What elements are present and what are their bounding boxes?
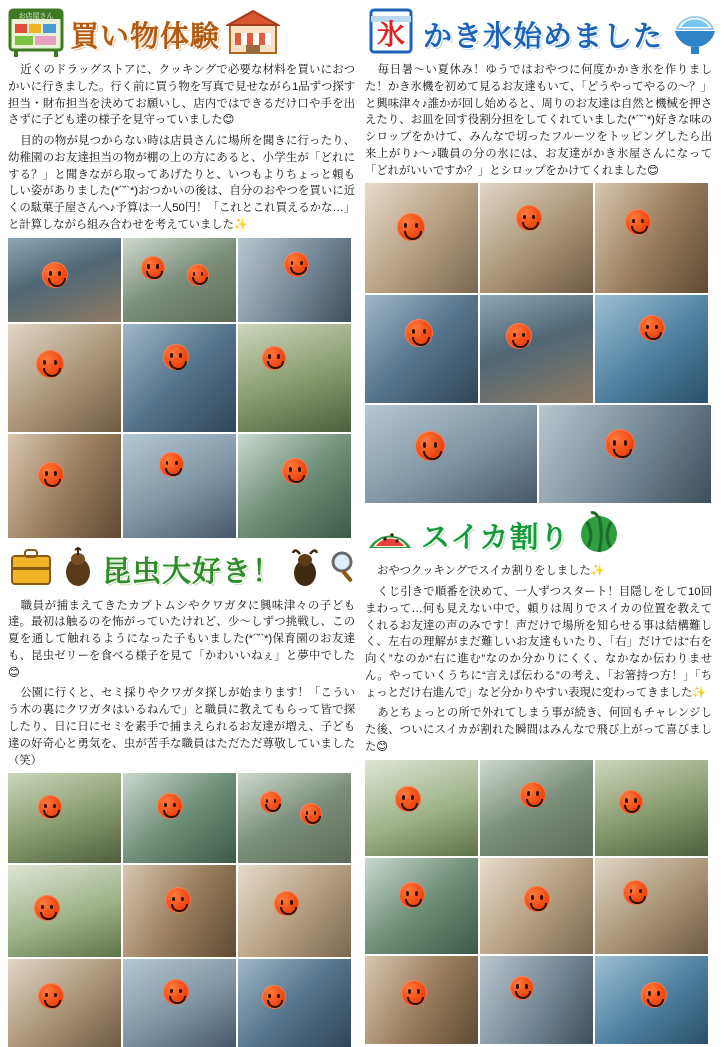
photo [595, 760, 708, 856]
section-watermelon-paragraph-3 [365, 705, 712, 755]
section-insects-title: 昆虫大好き！ [102, 556, 283, 589]
section-watermelon-paragraph-2 [365, 584, 712, 701]
section-insects-header [8, 542, 355, 598]
text: 毎日暑〜い夏休み！ゆうではおやつに何度かかき氷を作りました！かき氷機を初めて見るお友達もいて、「どうやってやるの〜？」と興味津々♪誰かが回し始めると、周りのお友達は自然と機械を押さえたり、お皿を回す役割分担をしてくれていました(*´˘`*)好きな味のシロップをかけて、みんなで切ったフルーツをトッピングしたら出来上がり♪〜♪職員の分の氷には、お友達がかき氷屋さんになって「どれがいいですか？」とシロップをかけてくれました😊 [365, 64, 712, 177]
photo [123, 773, 236, 863]
section-shopping-paragraph-2 [8, 133, 355, 234]
section-shaved-ice-paragraph-1 [365, 62, 712, 179]
shopping-cart-sign-icon [8, 6, 64, 63]
photo [238, 773, 351, 863]
watermelon-whole-icon [576, 510, 622, 561]
section-shaved-ice [365, 6, 712, 503]
photo [123, 865, 236, 957]
text: おやつクッキングでスイカ割りをしました✨ [377, 565, 605, 578]
svg-text:氷: 氷 [376, 17, 406, 51]
photo [480, 295, 593, 403]
photo [123, 238, 236, 322]
watermelon-slice-icon [365, 510, 415, 561]
right-column [365, 6, 712, 1018]
photo [539, 405, 711, 503]
section-watermelon-paragraph-1 [365, 563, 712, 580]
photo [365, 295, 478, 403]
photo [8, 773, 121, 863]
section-watermelon-title: スイカ割り [421, 521, 570, 554]
section-shopping [8, 6, 355, 538]
insect-case-icon [8, 544, 54, 595]
photo [595, 956, 708, 1044]
left-column [8, 6, 355, 1018]
photo [8, 959, 121, 1047]
section-shopping-header [8, 6, 355, 62]
photo [365, 405, 537, 503]
svg-text:お店屋さん: お店屋さん [18, 11, 54, 20]
shaved-ice-bowl-icon [669, 7, 721, 62]
section-shaved-ice-title: かき氷始めました [423, 20, 664, 53]
section-insects [8, 542, 355, 1047]
text: あとちょっとの所で外れてしまう事が続き、何回もチャレンジした後、ついにスイカが割れた瞬間はみんなで飛び上がって喜びました😊 [365, 707, 712, 754]
section-shopping-title: 買い物体験 [70, 20, 221, 53]
section-watermelon [365, 507, 712, 1043]
text: 近くのドラッグストアに、クッキングで必要な材料を買いにおつかいに行きました。行く前に買う物を写真で見せながら1品ずつ探す担当・財布担当を決めてお願いし、店内ではできるだけ口や手を出さずに子ども達の様子を見守っていました😊 [8, 64, 355, 127]
two-column-layout [8, 6, 716, 1018]
text: くじ引きで順番を決めて、一人ずつスタート！目隠しをして10回まわって…何も見えない中で、頼りは周りでスイカの位置を教えてくれるお友達の声のみです！声だけで場所を知らせる事は結構難しく、左右の理解がまだ難しいお友達もいたり、「右」だけでは“右を向く”なのか“右に進む”なのか分かりにくく、なかなか伝わりません。やっていくうちに“言えば伝わる”の考え、「お箸持つ方！」「ちょっとだけ右進んで」など分かりやすい表現に変わってきました✨ [365, 586, 712, 699]
photo-grid-insects [8, 773, 355, 1047]
photo [8, 238, 121, 322]
store-icon [226, 7, 280, 62]
photo [595, 295, 708, 403]
photo [238, 238, 351, 322]
photo [238, 324, 351, 432]
photo [365, 858, 478, 954]
section-shaved-ice-header [365, 6, 712, 62]
photo [238, 865, 351, 957]
photo [123, 434, 236, 538]
section-insects-paragraph-2 [8, 685, 355, 769]
photo [365, 956, 478, 1044]
photo [595, 858, 708, 954]
photo [238, 959, 351, 1047]
photo [365, 183, 478, 293]
photo [595, 183, 708, 293]
section-watermelon-header [365, 507, 712, 563]
photo [238, 434, 351, 538]
beetle-icon [60, 546, 96, 593]
photo [480, 183, 593, 293]
section-shopping-paragraph-1 [8, 62, 355, 129]
photo-grid-shopping [8, 238, 355, 538]
ice-kanji-flag-icon [365, 6, 417, 63]
photo [480, 858, 593, 954]
photo-grid-shaved-ice [365, 183, 712, 503]
text: 公園に行くと、セミ採りやクワガタ探しが始まります！「こういう木の裏にクワガタはいるねんで」と職員に教えてもらって皆で探したり、日に日にセミを素手で捕まえられるお友達が増え、子ども達の好奇心と勇気を、虫が苦手な職員はただただ尊敬していました（笑） [8, 687, 355, 767]
photo [480, 760, 593, 856]
photo [8, 324, 121, 432]
photo [365, 760, 478, 856]
stag-beetle-icon [288, 546, 322, 593]
photo [123, 324, 236, 432]
photo [8, 434, 121, 538]
text: 職員が捕まえてきたカブトムシやクワガタに興味津々の子ども達。最初は触るのを怖がっていたけれど、少〜しずつ挑戦し、この夏を通して触れるようになった子もいました(*´˘`*)保育園のお友達も、昆虫ゼリーを食べる様子を見て「かわいいねぇ」と夢中でした😊 [8, 599, 355, 679]
magnifier-icon [328, 548, 358, 591]
photo [123, 959, 236, 1047]
section-insects-paragraph-1 [8, 598, 355, 682]
text: 目的の物が見つからない時は店員さんに場所を聞きに行ったり、幼稚園のお友達担当の物が棚の上の方にあると、小学生が「どれにする？」と聞きながら取ってあげたりと、いつもよりちょっと頼もしい姿がありました(*´˘`*)おつかいの後は、自分のおやつを買いに近くの駄菓子屋さんへ♪予算は一人50円！「これとこれ買えるかな…」と計算しながら組み合わせを考えていました✨ [8, 135, 355, 231]
photo [480, 956, 593, 1044]
photo-grid-watermelon [365, 760, 712, 1044]
photo [8, 865, 121, 957]
